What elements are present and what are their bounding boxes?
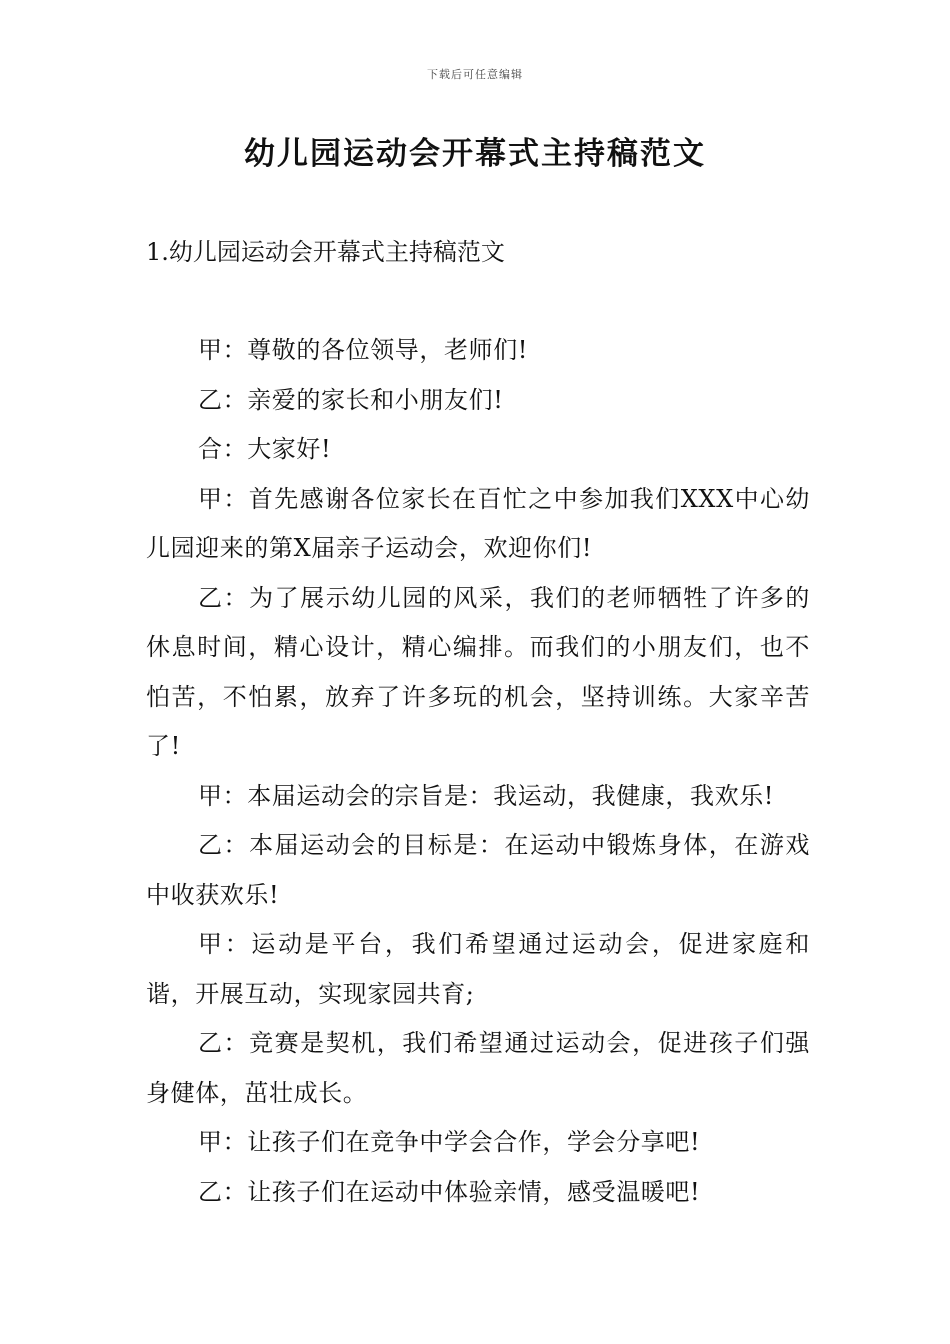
paragraph: 甲：尊敬的各位领导，老师们! bbox=[198, 336, 529, 364]
paragraph: 乙：竞赛是契机，我们希望通过运动会，促进孩子们强身健体，茁壮成长。 bbox=[146, 1029, 810, 1107]
section-heading: 1.幼儿园运动会开幕式主持稿范文 bbox=[146, 238, 505, 266]
paragraph: 甲：本届运动会的宗旨是：我运动，我健康，我欢乐! bbox=[198, 781, 775, 810]
paragraph: 甲：首先感谢各位家长在百忙之中参加我们XXX中心幼儿园迎来的第X届亲子运动会，欢迎你们! bbox=[146, 484, 810, 562]
header-note: 下载后可任意编辑 bbox=[427, 68, 523, 81]
document-title: 幼儿园运动会开幕式主持稿范文 bbox=[244, 136, 706, 172]
paragraph: 乙：亲爱的家长和小朋友们! bbox=[198, 385, 504, 414]
paragraph: 乙：让孩子们在运动中体验亲情，感受温暖吧! bbox=[198, 1177, 701, 1206]
paragraph: 乙：本届运动会的目标是：在运动中锻炼身体，在游戏中收获欢乐! bbox=[146, 831, 810, 909]
paragraph: 乙：为了展示幼儿园的风采，我们的老师牺牲了许多的休息时间，精心设计，精心编排。而我们的小朋友们，也不怕苦，不怕累，放弃了许多玩的机会，坚持训练。大家辛苦了! bbox=[146, 583, 810, 760]
paragraph: 合：大家好! bbox=[198, 435, 332, 463]
paragraph: 甲：让孩子们在竞争中学会合作，学会分享吧! bbox=[198, 1128, 701, 1156]
paragraph: 甲：运动是平台，我们希望通过运动会，促进家庭和谐，开展互动，实现家园共育; bbox=[146, 930, 810, 1008]
body-text bbox=[146, 326, 810, 1217]
